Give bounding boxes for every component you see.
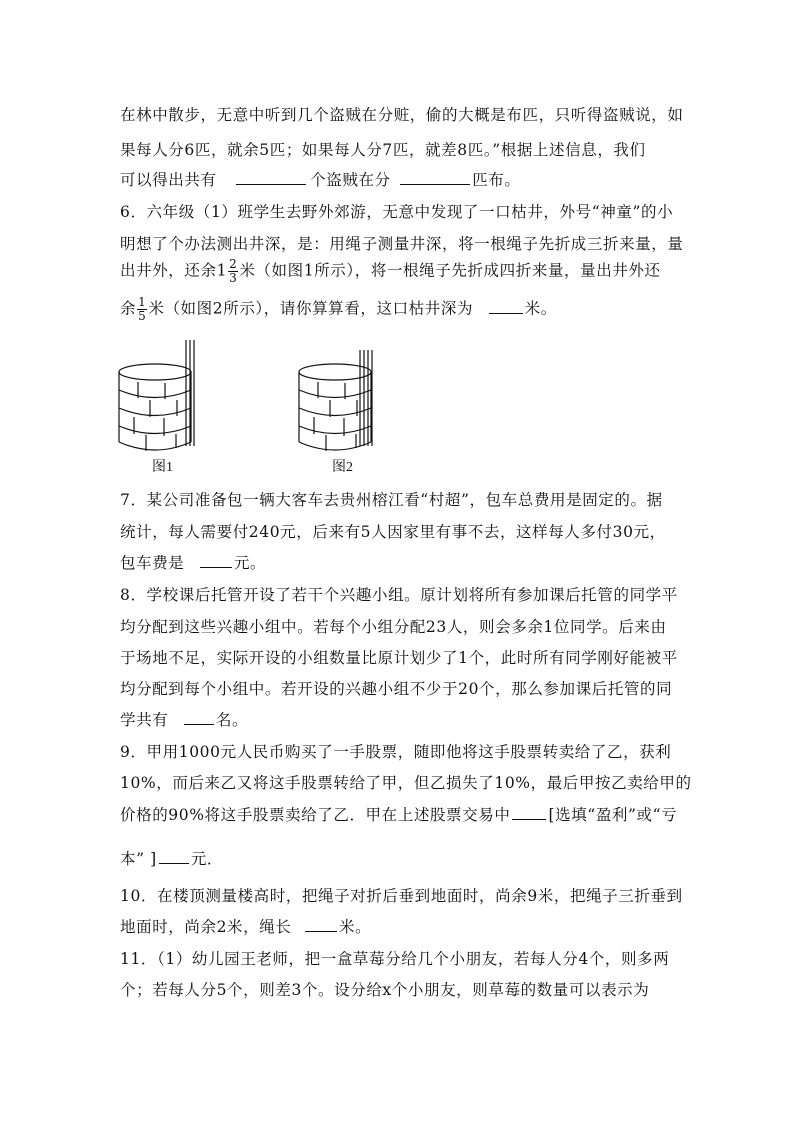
question-11-line: 11．（1）幼儿园王老师，把一盒草莓分给几个小朋友，若每人分4个，则多两 [120,950,670,968]
question-10-line: 10．在楼顶测量楼高时，把绳子对折后垂到地面时，尚余9米，把绳子三折垂到 [120,887,683,905]
text-line: 于场地不足，实际开设的小组数量比原计划少了1个，此时所有同学刚好能被平 [120,649,678,667]
text-line: 在林中散步，无意中听到几个盗贼在分赃，偷的大概是布匹，只听得盗贼说，如 [120,106,684,124]
text-segment: 米。 [339,918,372,936]
text-segment: 学共有 [120,711,169,729]
question-7-line: 7．某公司准备包一辆大客车去贵州榕江看“村超”，包车总费用是固定的。据 [120,491,663,509]
answer-blank[interactable] [159,849,189,864]
figure-2-caption: 图2 [332,460,353,475]
question-8-line: 8．学校课后托管开设了若干个兴趣小组。原计划将所有参加课后托管的同学平 [120,586,678,604]
text-segment: 元． [190,850,224,868]
fraction [228,258,238,285]
answer-blank[interactable] [489,299,523,314]
text-line-with-blank [120,915,371,937]
text-line: 个；若每人分5个，则差3个。设分给x个小朋友，则草莓的数量可以表示为 [120,981,650,999]
answer-blank[interactable] [305,917,337,932]
text-line: 统计，每人需要付240元，后来有5人因家里有事不去，这样每人多付30元， [120,523,666,541]
text-segment: 价格的90%将这手股票卖给了乙．甲在上述股票交易中 [120,806,511,824]
answer-blank[interactable] [400,170,470,185]
question-6-line: 6．六年级（1）班学生去野外郊游，无意中发现了一口枯井，外号“神童”的小 [120,203,674,221]
fraction-denominator: 3 [229,271,238,285]
answer-blank[interactable] [200,553,232,568]
text-line: 均分配到每个小组中。若开设的兴趣小组不少于20个，那么参加课后托管的同 [120,680,673,698]
text-line-with-fraction [120,296,557,323]
text-segment: 余 [120,299,137,318]
fraction-numerator: 1 [138,295,147,309]
text-line: 明想了个办法测出井深，是：用绳子测量井深，将一根绳子先折成三折来量，量 [120,235,684,253]
text-segment: 可以得出共有 [120,171,217,189]
text-segment: 名。 [215,711,249,729]
answer-blank[interactable] [512,805,546,820]
question-9-line: 9．甲用1000元人民币购买了一手股票，随即他将这手股票转卖给了乙，获利 [120,743,672,761]
text-segment: 米（如图2所示），请你算算看，这口枯井深为 [148,299,474,318]
text-line-with-blank [120,803,677,825]
text-line: 均分配到这些兴趣小组中。若每个小组分配23人，则会多余1位同学。后来由 [120,618,667,636]
text-line-with-fraction [120,258,661,285]
fraction-numerator: 2 [229,257,238,271]
text-segment: 元。 [233,554,267,572]
text-segment: 米。 [524,299,557,318]
text-line: 果每人分6匹，就余5匹；如果每人分7匹，就差8匹。”根据上述信息，我们 [120,141,646,159]
fraction [137,296,147,323]
well-figures [110,338,410,478]
text-segment: 个盗贼在分 [310,171,391,189]
text-segment: [选填“盈利”或“亏 [548,806,678,824]
text-segment: 包车费是 [120,554,185,572]
mixed-number-whole: 1 [216,261,228,280]
text-line-with-blank [120,551,266,573]
fraction-denominator: 5 [138,309,147,323]
answer-blank[interactable] [184,710,214,725]
text-line-with-blank [120,708,248,730]
answer-blank[interactable] [236,170,306,185]
text-segment: 地面时，尚余2米，绳长 [120,918,292,936]
text-line: 10%，而后来乙又将这手股票转给了甲，但乙损失了10%，最后甲按乙卖给甲的 [120,774,692,792]
text-segment: 匹布。 [472,171,521,189]
text-line-with-blank [120,847,223,869]
figure-1-caption: 图1 [152,460,173,475]
well-figure-2 [299,350,372,451]
text-segment: 出井外，还余 [120,261,217,280]
text-line-q5-answer [120,168,521,190]
text-segment: 米（如图1所示），将一根绳子先折成四折来量，量出井外还 [239,261,661,280]
text-segment: 本” ] [120,850,157,868]
well-figure-1 [119,340,194,451]
